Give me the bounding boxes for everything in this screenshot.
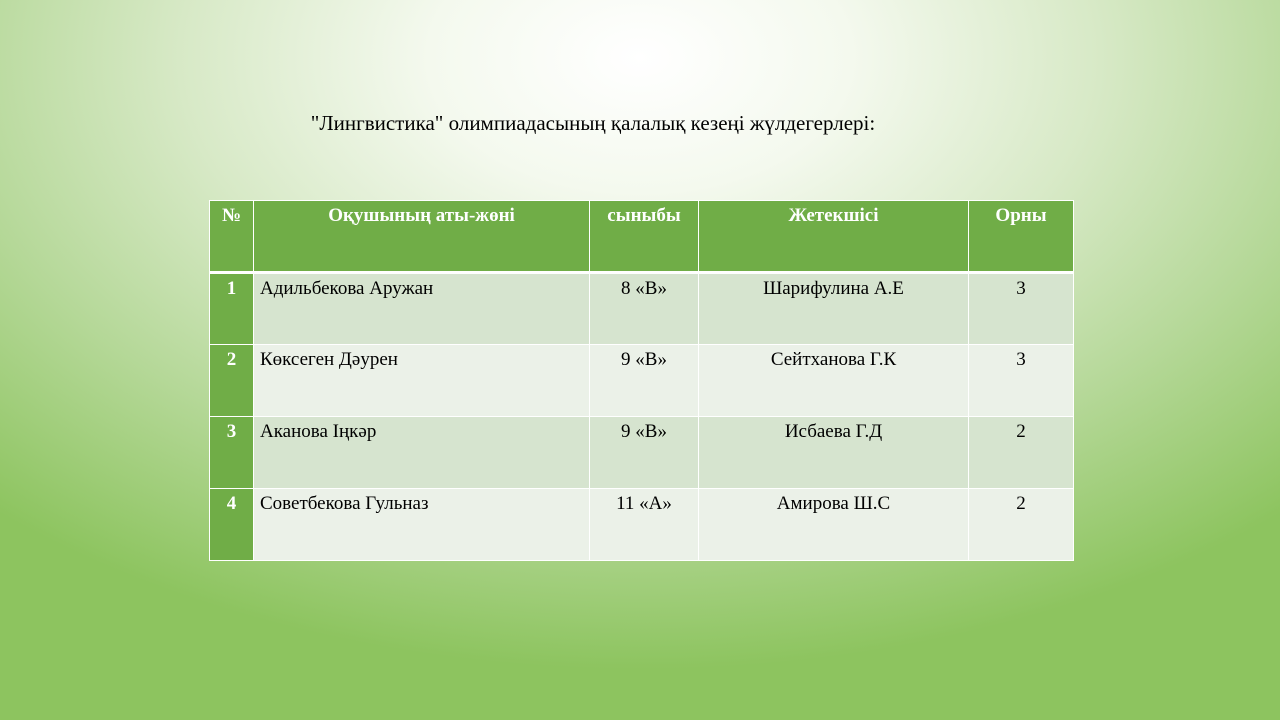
- teacher-name: Сейтханова Г.К: [699, 345, 969, 417]
- header-place: Орны: [969, 201, 1074, 273]
- row-number: 1: [210, 273, 254, 345]
- teacher-name: Амирова Ш.С: [699, 489, 969, 561]
- student-name: Советбекова Гульназ: [254, 489, 590, 561]
- place: 3: [969, 273, 1074, 345]
- header-student-name: Оқушының аты-жөні: [254, 201, 590, 273]
- student-grade: 11 «А»: [590, 489, 699, 561]
- row-number: 4: [210, 489, 254, 561]
- place: 2: [969, 417, 1074, 489]
- student-name: Көксеген Дәурен: [254, 345, 590, 417]
- table-row: [210, 273, 1074, 345]
- table-row: [210, 489, 1074, 561]
- table-row: [210, 417, 1074, 489]
- header-teacher: Жетекшісі: [699, 201, 969, 273]
- place: 3: [969, 345, 1074, 417]
- student-name: Аканова Іңкәр: [254, 417, 590, 489]
- table-header-row: [210, 201, 1074, 273]
- header-number: №: [210, 201, 254, 273]
- table-row: [210, 345, 1074, 417]
- slide-title: "Лингвистика" олимпиадасының қалалық кезеңі жүлдегерлері:: [310, 111, 876, 135]
- student-grade: 9 «В»: [590, 417, 699, 489]
- teacher-name: Исбаева Г.Д: [699, 417, 969, 489]
- place: 2: [969, 489, 1074, 561]
- header-grade: сыныбы: [590, 201, 699, 273]
- row-number: 3: [210, 417, 254, 489]
- student-grade: 8 «В»: [590, 273, 699, 345]
- row-number: 2: [210, 345, 254, 417]
- teacher-name: Шарифулина А.Е: [699, 273, 969, 345]
- student-grade: 9 «В»: [590, 345, 699, 417]
- student-name: Адильбекова Аружан: [254, 273, 590, 345]
- winners-table: [209, 200, 1074, 561]
